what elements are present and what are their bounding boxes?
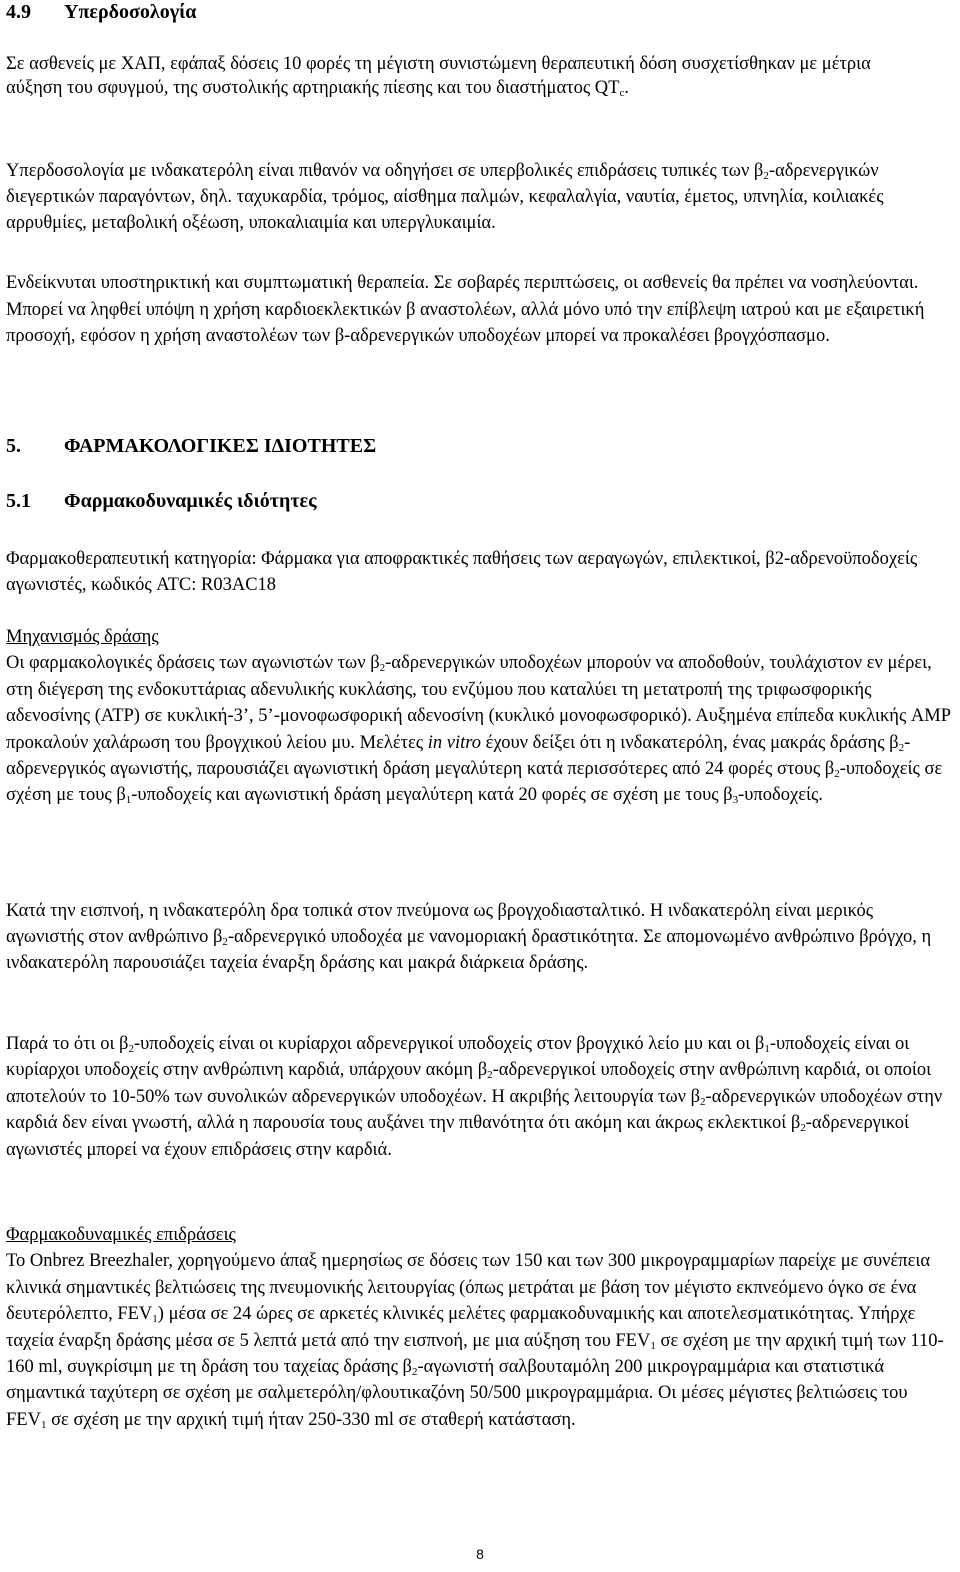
section-title: ΦΑΡΜΑΚΟΛΟΓΙΚΕΣ ΙΔΙΟΤΗΤΕΣ	[64, 435, 377, 457]
inhalation-paragraph: Κατά την εισπνοή, η ινδακατερόλη δρα τοπικά στον πνεύμονα ως βρογχοδιασταλτικό. Η ινδακατερόλη είναι μερικός αγωνιστής στον ανθρώπινο $\beta_2$-αδρενεργικό υποδοχέα με νανομοριακή δραστικότητα. Σε απομονωμένο ανθρώπινο βρόγχο, η ινδακατερόλη παρουσιάζει ταχεία έναρξη δράσης και μακρά διάρκεια δράσης.	[6, 901, 932, 973]
overdose-paragraph-1: Σε ασθενείς με ΧΑΠ, εφάπαξ δόσεις 10 φορές τη μέγιστη συνιστώμενη θεραπευτική δόση συσχετίσθηκαν με μέτρια αύξηση του σφυγμού, της συστολικής αρτηριακής πίεσης και του διαστήματος $QT_c$.	[6, 54, 871, 99]
pharmacotherapeutic-category: Φαρμακοθεραπευτική κατηγορία: Φάρμακα για αποφρακτικές παθήσεις των αεραγωγών, επιλεκτικοί, β2-αδρενοϋποδοχείς αγωνιστές, κωδικός ATC: R03AC18	[6, 549, 918, 595]
pharmacodynamic-effects: Φαρμακοδυναμικές επιδράσεις Το Onbrez Breezhaler, χορηγούμενο άπαξ ημερησίως σε δόσεις των 150 και των 300 μικρογραμμαρίων παρείχε με συνέπεια κλινικά σημαντικές βελτιώσεις της πνευμονικής λειτουργίας (όπως μετράται με βάση τον μέγιστο εκπνεόμενο όγκο σε ένα δευτερόλεπτο, $FEV_1$) μέσα σε 24 ώρες σε αρκετές κλινικές μελέτες φαρμακοδυναμικής και αποτελεσματικότητας. Υπήρχε ταχεία έναρξη δράσης μέσα σε 5 λεπτά μετά από την εισπνοή, με μια αύξηση του $FEV_1$ σε σχέση με την αρχική τιμή των 110-160 ml, συγκρίσιμη με τη δράση του ταχείας δράσης $\beta_2$-αγωνιστή σαλβουταμόλη 200 μικρογραμμάρια και στατιστικά σημαντικά ταχύτερη σε σχέση με σαλμετερόλη/φλουτικαζόνη 50/500 μικρογραμμάρια. Οι μέσες μέγιστες βελτιώσεις του $FEV_1$ σε σχέση με την αρχική τιμή ήταν 250-330 ml σε σταθερή κατάσταση.	[6, 1225, 944, 1431]
mechanism-of-action: Μηχανισμός δράσης Οι φαρμακολογικές δράσεις των αγωνιστών των $\beta_2$-αδρενεργικών υποδοχέων μπορούν να αποδοθούν, τουλάχιστον εν μέρει, στη διέγερση της ενδοκυττάριας αδενυλικής κυκλάσης, του ενζύμου που καταλύει τη μετατροπή της τριφωσφορικής αδενοσίνης (ATP) σε κυκλική-3’, 5’-μονοφωσφορική αδενοσίνη (κυκλικό μονοφωσφορικό). Αυξημένα επίπεδα κυκλικής AMP προκαλούν χαλάρωση του βρογχικού λείου μυ. Μελέτες in vitro έχουν δείξει ότι η ινδακατερόλη, ένας μακράς δράσης $\beta_2$-αδρενεργικός αγωνιστής, παρουσιάζει αγωνιστική δράση μεγαλύτερη κατά περισσότερες από 24 φορές στους $\beta_2$-υποδοχείς σε σχέση με τους $\beta_1$-υποδοχείς και αγωνιστική δράση μεγαλύτερη κατά 20 φορές σε σχέση με τους $\beta_3$-υποδοχείς.	[6, 627, 951, 807]
section-number: 4.9	[6, 1, 31, 23]
section-5-1-heading	[6, 489, 317, 513]
cardiac-receptors-paragraph: Παρά το ότι οι $\beta_2$-υποδοχείς είναι οι κυρίαρχοι αδρενεργικοί υποδοχείς στον βρογχικό λείο μυ και οι $\beta_1$-υποδοχείς είναι οι κυρίαρχοι υποδοχείς στην ανθρώπινη καρδιά, υπάρχουν ακόμη $\beta_2$-αδρενεργικοί υποδοχείς στην ανθρώπινη καρδιά, οι οποίοι αποτελούν το 10-50% των συνολικών αδρενεργικών υποδοχέων. Η ακριβής λειτουργία των $\beta_2$-αδρενεργικών υποδοχέων στην καρδιά δεν είναι γνωστή, αλλά η παρουσία τους αυξάνει την πιθανότητα ότι ακόμη και άκρως εκλεκτικοί $\beta_2$-αδρενεργικοί αγωνιστές μπορεί να έχουν επιδράσεις στην καρδιά.	[6, 1034, 943, 1160]
section-title: Φαρμακοδυναμικές ιδιότητες	[64, 490, 317, 512]
section-number: 5.1	[6, 490, 31, 512]
section-number: 5.	[6, 435, 21, 457]
section-5-heading	[6, 434, 376, 458]
pharmacodynamic-subheading: Φαρμακοδυναμικές επιδράσεις	[6, 1225, 236, 1245]
mechanism-subheading: Μηχανισμός δράσης	[6, 627, 159, 647]
overdose-paragraph-3: Ενδείκνυται υποστηρικτική και συμπτωματική θεραπεία. Σε σοβαρές περιπτώσεις, οι ασθενείς θα πρέπει να νοσηλεύονται. Μπορεί να ληφθεί υπόψη η χρήση καρδιοεκλεκτικών β αναστολέων, αλλά μόνο υπό την επίβλεψη ιατρού και με εξαιρετική προσοχή, εφόσον η χρήση αναστολέων των β-αδρενεργικών υποδοχέων μπορεί να προκαλέσει βρογχόσπασμο.	[6, 273, 925, 346]
overdose-paragraph-2: Υπερδοσολογία με ινδακατερόλη είναι πιθανόν να οδηγήσει σε υπερβολικές επιδράσεις τυπικές των $\beta_2$-αδρενεργικών διεγερτικών παραγόντων, δηλ. ταχυκαρδία, τρόμος, αίσθημα παλμών, κεφαλαλγία, ναυτία, έμετος, υπνηλία, κοιλιακές αρρυθμίες, μεταβολική οξέωση, υποκαλιαιμία και υπεργλυκαιμία.	[6, 161, 884, 233]
section-title: Υπερδοσολογία	[64, 1, 197, 23]
section-4-9-heading	[6, 0, 196, 24]
page-number: 8	[476, 1546, 484, 1562]
